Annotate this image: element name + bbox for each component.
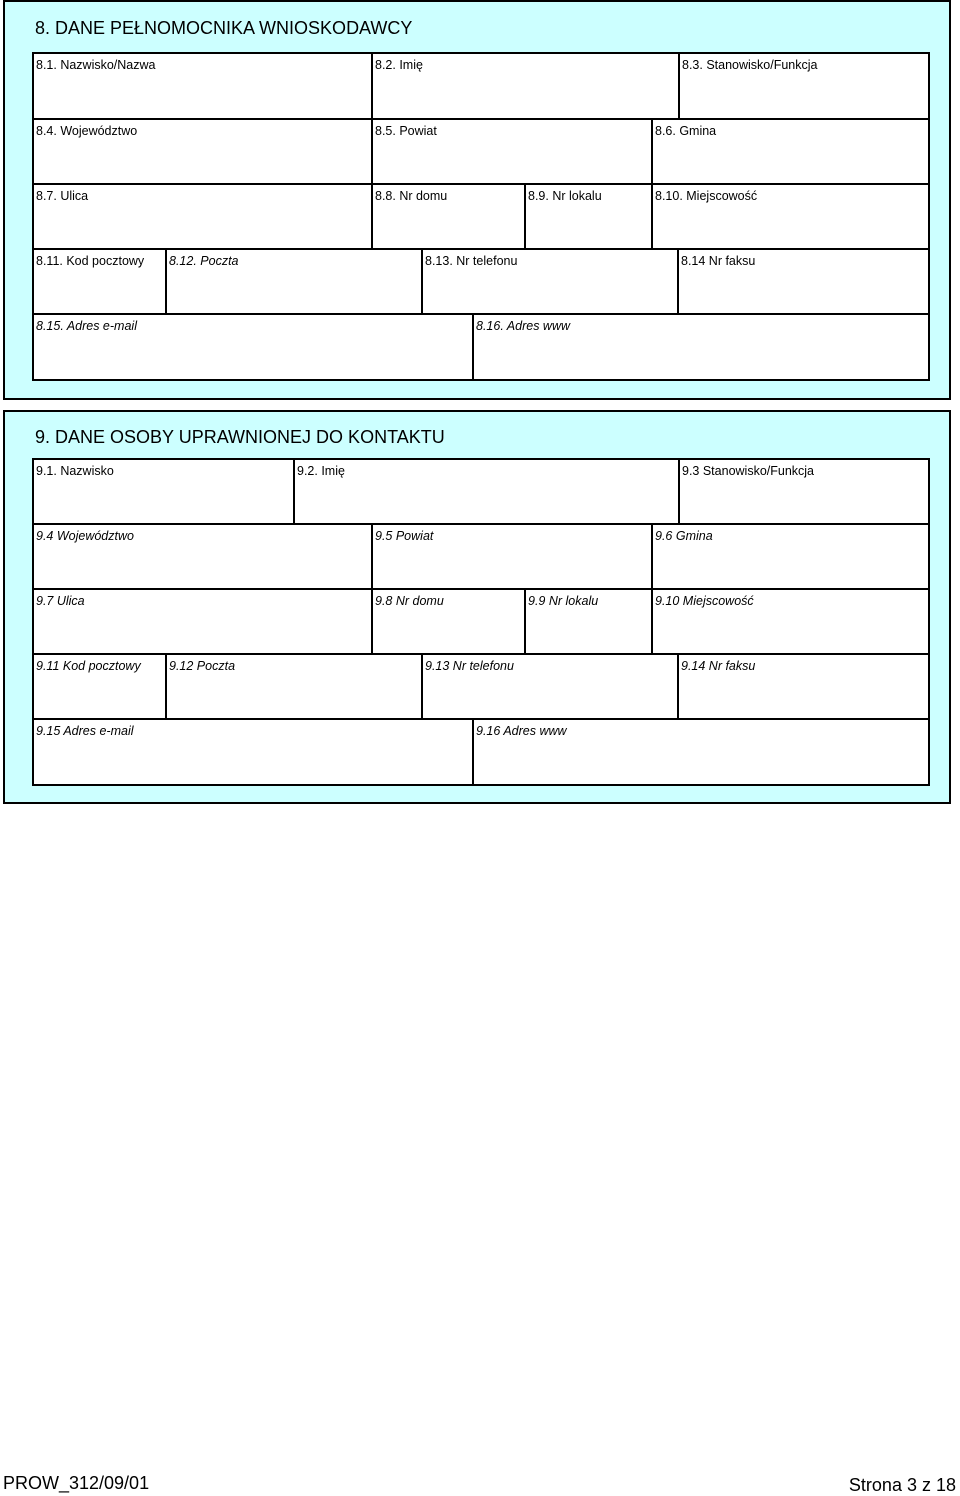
field-9-1-surname[interactable]	[34, 460, 293, 524]
field-9-13-phone[interactable]	[421, 655, 677, 719]
field-9-9-apartment-number[interactable]	[524, 590, 651, 654]
field-9-14-fax[interactable]	[677, 655, 928, 719]
field-label: 8.2. Imię	[375, 58, 423, 72]
field-label: 9.16 Adres www	[476, 724, 567, 738]
form-row	[32, 523, 930, 589]
form-row	[32, 183, 930, 249]
field-8-14-fax[interactable]	[677, 250, 928, 314]
field-8-4-voivodeship[interactable]	[34, 120, 371, 184]
field-9-3-position[interactable]	[678, 460, 928, 524]
form-row	[32, 588, 930, 654]
field-label: 9.5 Powiat	[375, 529, 434, 543]
field-label: 9.3 Stanowisko/Funkcja	[682, 464, 815, 478]
field-8-16-website[interactable]	[472, 315, 928, 379]
field-label: 8.7. Ulica	[36, 189, 89, 203]
field-9-15-email[interactable]	[34, 720, 472, 784]
field-label: 8.14 Nr faksu	[681, 254, 756, 268]
section-8-title: 8. DANE PEŁNOMOCNIKA WNIOSKODAWCY	[35, 18, 413, 38]
form-row	[32, 718, 930, 786]
field-8-13-phone[interactable]	[421, 250, 677, 314]
field-label: 8.4. Województwo	[36, 124, 138, 138]
field-label: 9.11 Kod pocztowy	[36, 659, 141, 673]
field-label: 8.10. Miejscowość	[655, 189, 758, 203]
field-label: 9.2. Imię	[297, 464, 345, 478]
field-9-8-house-number[interactable]	[371, 590, 524, 654]
field-8-5-county[interactable]	[371, 120, 651, 184]
field-8-9-apartment-number[interactable]	[524, 185, 651, 249]
field-label: 9.12 Poczta	[169, 659, 236, 673]
section-9-title: 9. DANE OSOBY UPRAWNIONEJ DO KONTAKTU	[35, 427, 445, 447]
field-label: 9.8 Nr domu	[375, 594, 444, 608]
field-label: 8.16. Adres www	[476, 319, 571, 333]
field-label: 8.12. Poczta	[169, 254, 239, 268]
page-number: Strona 3 z 18	[848, 1475, 956, 1495]
field-label: 8.13. Nr telefonu	[425, 254, 518, 268]
field-label: 9.7 Ulica	[36, 594, 85, 608]
field-label: 9.15 Adres e-mail	[36, 724, 134, 738]
field-9-5-county[interactable]	[371, 525, 651, 589]
field-8-1-surname[interactable]	[34, 54, 371, 118]
field-label: 8.15. Adres e-mail	[36, 319, 137, 333]
field-label: 8.3. Stanowisko/Funkcja	[682, 58, 818, 72]
field-label: 8.1. Nazwisko/Nazwa	[36, 58, 156, 72]
field-label: 9.9 Nr lokalu	[528, 594, 599, 608]
field-8-3-position[interactable]	[678, 54, 928, 118]
field-label: 8.11. Kod pocztowy	[36, 254, 145, 268]
form-row	[32, 653, 930, 719]
field-8-12-post-office[interactable]	[165, 250, 421, 314]
form-code: PROW_312/09/01	[3, 1473, 150, 1493]
section-9-contact-person	[3, 410, 951, 804]
field-8-6-municipality[interactable]	[651, 120, 928, 184]
field-label: 9.1. Nazwisko	[36, 464, 114, 478]
field-9-11-postal-code[interactable]	[34, 655, 165, 719]
field-8-8-house-number[interactable]	[371, 185, 524, 249]
form-row	[32, 458, 930, 524]
field-9-7-street[interactable]	[34, 590, 371, 654]
field-9-10-city[interactable]	[651, 590, 928, 654]
field-label: 9.14 Nr faksu	[681, 659, 756, 673]
field-8-2-first-name[interactable]	[371, 54, 678, 118]
field-8-15-email[interactable]	[34, 315, 472, 379]
field-8-10-city[interactable]	[651, 185, 928, 249]
field-label: 8.9. Nr lokalu	[528, 189, 602, 203]
field-9-12-post-office[interactable]	[165, 655, 421, 719]
field-8-7-street[interactable]	[34, 185, 371, 249]
field-9-6-municipality[interactable]	[651, 525, 928, 589]
field-label: 9.6 Gmina	[655, 529, 713, 543]
form-row	[32, 248, 930, 314]
field-label: 9.10 Miejscowość	[655, 594, 754, 608]
form-row	[32, 313, 930, 381]
field-8-11-postal-code[interactable]	[34, 250, 165, 314]
form-row	[32, 52, 930, 118]
form-row	[32, 118, 930, 184]
field-label: 9.4 Województwo	[36, 529, 134, 543]
section-8-proxy-data	[3, 0, 951, 400]
field-label: 8.8. Nr domu	[375, 189, 448, 203]
field-label: 9.13 Nr telefonu	[425, 659, 514, 673]
field-9-2-first-name[interactable]	[293, 460, 678, 524]
field-9-4-voivodeship[interactable]	[34, 525, 371, 589]
field-label: 8.6. Gmina	[655, 124, 717, 138]
field-9-16-website[interactable]	[472, 720, 928, 784]
field-label: 8.5. Powiat	[375, 124, 437, 138]
